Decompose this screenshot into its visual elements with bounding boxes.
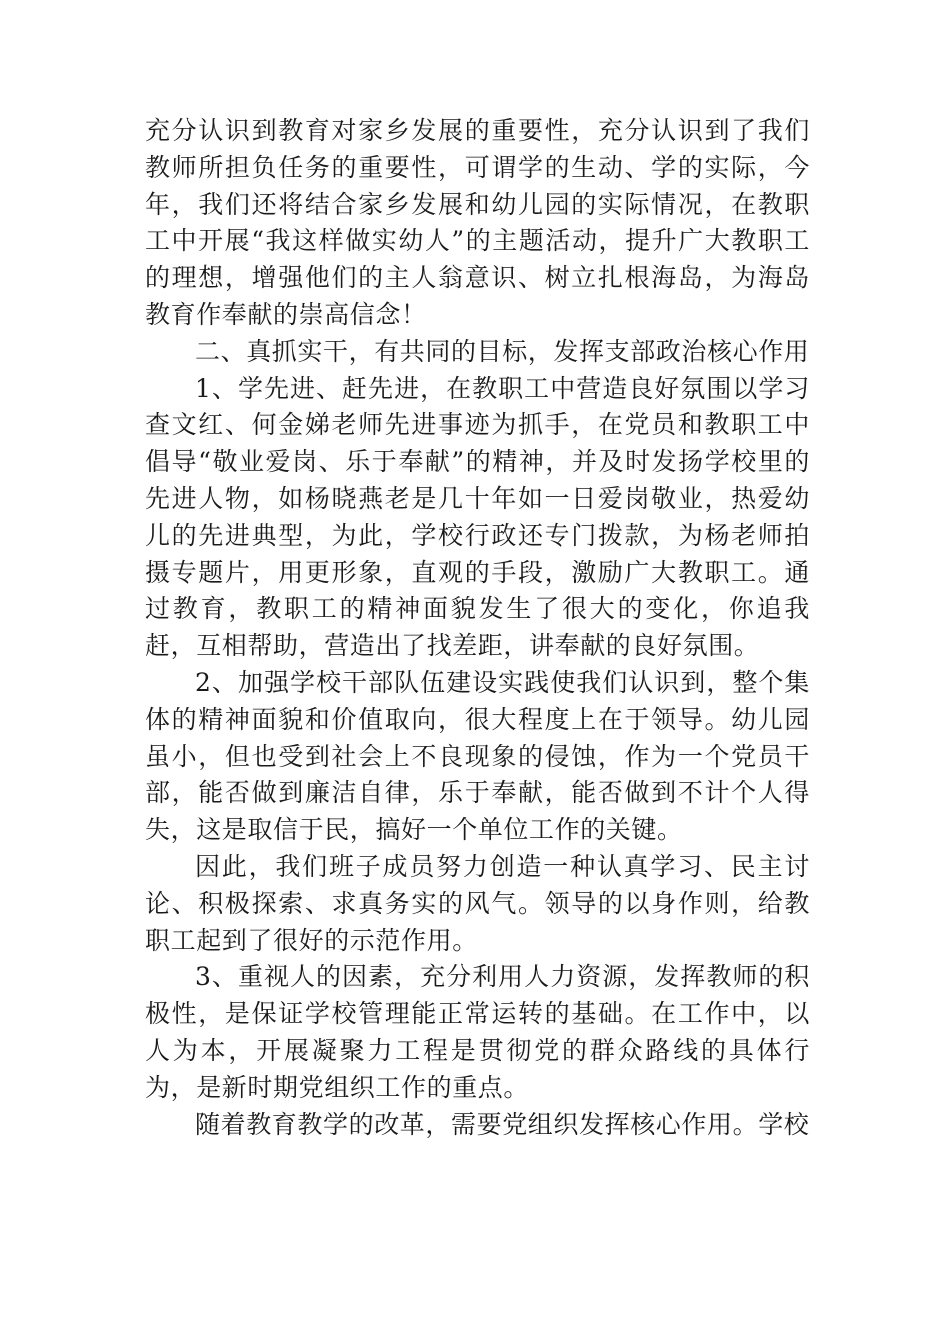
- paragraph-human-factor: 3、重视人的因素，充分利用人力资源，发挥教师的积极性，是保证学校管理能正常运转的基础。在工作中，以人为本，开展凝聚力工程是贯彻党的群众路线的具体行为，是新时期党组织工作的重点。: [145, 962, 810, 1102]
- paragraph-team-members: 因此，我们班子成员努力创造一种认真学习、民主讨论、积极探索、求真务实的风气。领导的以身作则，给教职工起到了很好的示范作用。: [145, 851, 810, 955]
- paragraph-education-reform: 随着教育教学的改革，需要党组织发挥核心作用。学校: [195, 1109, 810, 1139]
- paragraph-learn-advanced: 1、学先进、赶先进，在教职工中营造良好氛围以学习查文红、何金娣老师先进事迹为抓手，在党员和教职工中倡导“敬业爱岗、乐于奉献”的精神，并及时发扬学校里的先进人物，如杨晓燕老是几十年如一日爱岗敬业，热爱幼儿的先进典型，为此，学校行政还专门拨款，为杨老师拍摄专题片，用更形象，直观的手段，激励广大教职工。通过教育，教职工的精神面貌发生了很大的变化，你追我赶，互相帮助，营造出了找差距，讲奉献的良好氛围。: [145, 373, 810, 661]
- paragraph-cadre-building: 2、加强学校干部队伍建设实践使我们认识到，整个集体的精神面貌和价值取向，很大程度上在于领导。幼儿园虽小，但也受到社会上不良现象的侵蚀，作为一个党员干部，能否做到廉洁自律，乐于奉献，能否做到不计个人得失，这是取信于民，搞好一个单位工作的关键。: [145, 667, 810, 845]
- document-body: [145, 113, 810, 1143]
- section-heading-two: 二、真抓实干，有共同的目标，发挥支部政治核心作用: [195, 336, 810, 366]
- paragraph-education-awareness: 充分认识到教育对家乡发展的重要性，充分认识到了我们教师所担负任务的重要性，可谓学的生动、学的实际，今年，我们还将结合家乡发展和幼儿园的实际情况，在教职工中开展“我这样做实幼人”的主题活动，提升广大教职工的理想，增强他们的主人翁意识、树立扎根海岛，为海岛教育作奉献的崇高信念！: [145, 116, 810, 329]
